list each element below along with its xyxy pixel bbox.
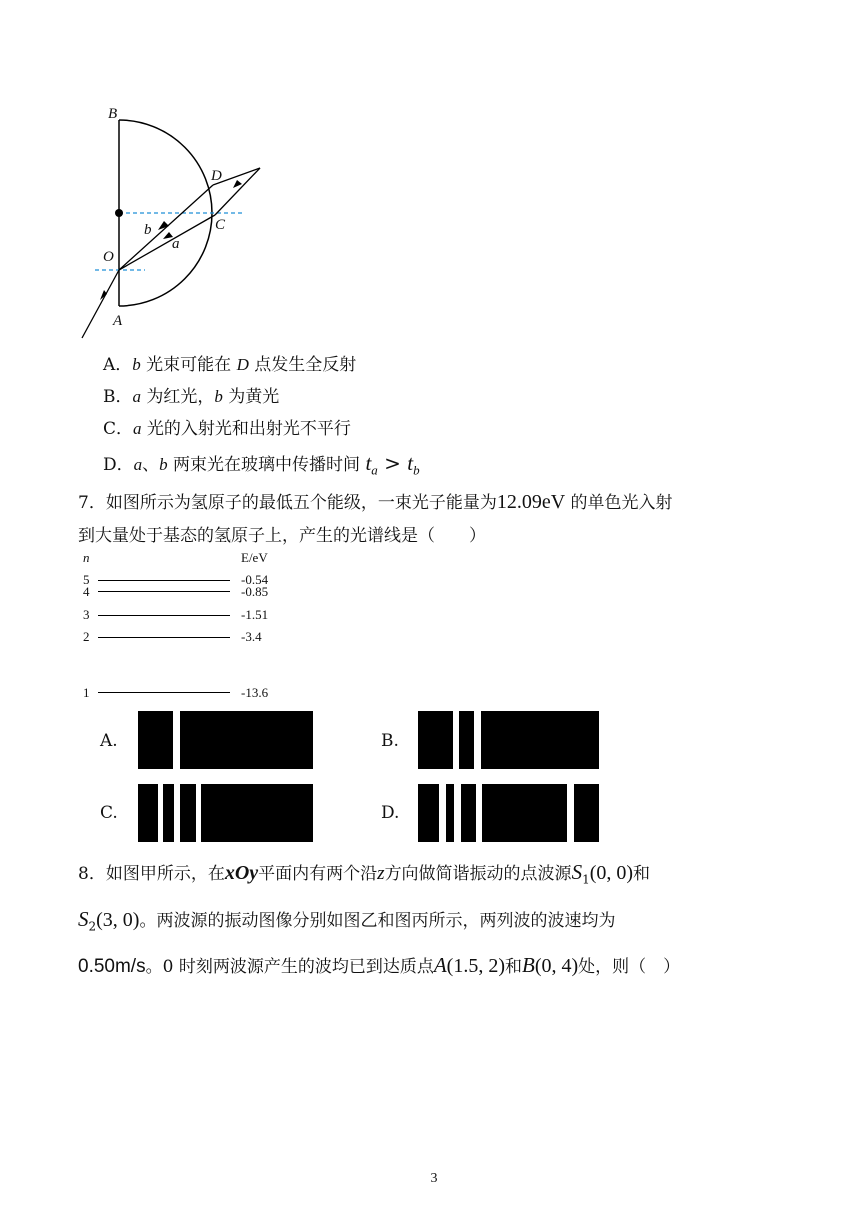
math-coord: (1.5, 2) bbox=[446, 955, 505, 977]
q8-line2 bbox=[78, 906, 615, 933]
question-text: 和 bbox=[504, 957, 522, 977]
question-text: 和 bbox=[633, 864, 651, 884]
var-a: a bbox=[132, 387, 141, 406]
n-header: n bbox=[83, 550, 90, 565]
math-point: B bbox=[521, 953, 535, 977]
q8-line1 bbox=[78, 859, 650, 886]
label-d-point: D bbox=[211, 168, 222, 184]
option-text: 光束可能在 bbox=[140, 355, 237, 375]
e-header: E/eV bbox=[241, 550, 268, 565]
level-n: 2 bbox=[83, 629, 90, 644]
spectral-band bbox=[418, 711, 453, 769]
question-text: 如图甲所示，在 bbox=[105, 864, 225, 884]
q6-option-a bbox=[103, 350, 356, 375]
q6-option-d bbox=[103, 450, 420, 478]
spectral-band bbox=[180, 784, 196, 842]
label-b-point: B bbox=[108, 106, 118, 122]
exit-arrow bbox=[233, 180, 242, 188]
spectrum-a-label: A. bbox=[100, 731, 118, 751]
math-plane: xOy bbox=[224, 862, 259, 884]
spectrum-c bbox=[138, 784, 313, 842]
level-energy: -3.4 bbox=[241, 629, 262, 644]
q8-line3 bbox=[78, 952, 680, 978]
spectrum-d bbox=[418, 784, 599, 842]
level-line bbox=[98, 615, 230, 616]
spectrum-d-label: D. bbox=[381, 803, 400, 823]
q6-option-c bbox=[103, 414, 351, 439]
option-letter: D． bbox=[103, 455, 134, 475]
q7-line2: 到大量处于基态的氢原子上，产生的光谱线是（ ） bbox=[78, 526, 486, 546]
spectral-band bbox=[461, 784, 476, 842]
spectral-band bbox=[163, 784, 174, 842]
level-energy: -0.85 bbox=[241, 584, 269, 599]
level-energy: -1.51 bbox=[241, 607, 269, 622]
option-letter: C． bbox=[103, 419, 134, 439]
spectral-band bbox=[418, 784, 439, 842]
math-sub: a bbox=[371, 462, 378, 478]
page-number: 3 bbox=[430, 1171, 438, 1186]
label-a-point: A bbox=[113, 313, 123, 329]
ray-b-arrow bbox=[158, 221, 169, 230]
level-line bbox=[98, 637, 230, 638]
center-dot bbox=[115, 209, 123, 217]
spectral-band bbox=[180, 711, 313, 769]
level-line bbox=[98, 692, 230, 693]
q7-line1 bbox=[78, 488, 673, 514]
level-line bbox=[98, 591, 230, 592]
var-d: D bbox=[236, 355, 249, 374]
question-text: 平面内有两个沿 bbox=[258, 864, 378, 884]
level-n: 4 bbox=[83, 584, 90, 599]
spectral-band bbox=[138, 711, 173, 769]
question-text: 。0 时刻两波源产生的波均已到达质点 bbox=[145, 957, 434, 977]
energy-level-diagram bbox=[78, 550, 308, 710]
label-o-point: O bbox=[103, 249, 114, 265]
option-text: 为黄光 bbox=[222, 387, 280, 407]
math-source: S bbox=[78, 907, 89, 931]
glass-figure bbox=[70, 100, 270, 350]
level-energy: -0.54 bbox=[241, 572, 269, 587]
math-op: > bbox=[377, 451, 408, 475]
level-n: 1 bbox=[83, 685, 90, 700]
ray-b bbox=[119, 185, 213, 270]
math-coord: (0, 0) bbox=[589, 862, 634, 884]
label-a-ray: a bbox=[172, 236, 180, 252]
var-a: a bbox=[133, 455, 143, 474]
question-number: 7． bbox=[78, 493, 106, 513]
question-text: 处，则（ ） bbox=[578, 957, 681, 977]
option-text: 两束光在玻璃中传播时间 bbox=[167, 455, 366, 475]
question-text: 。两波源的振动图像分别如图乙和图丙所示，两列波的波速均为 bbox=[139, 911, 616, 931]
level-n: 5 bbox=[83, 572, 90, 587]
level-line bbox=[98, 580, 230, 581]
option-text: 点发生全反射 bbox=[248, 355, 357, 375]
math-coord: (0, 4) bbox=[534, 955, 579, 977]
option-letter: B． bbox=[103, 387, 133, 407]
wave-speed: 0.50m/s bbox=[78, 956, 146, 977]
option-text: 、 bbox=[142, 455, 160, 475]
spectral-band bbox=[574, 784, 599, 842]
question-number: 8． bbox=[78, 864, 106, 884]
math-sub: 2 bbox=[88, 919, 97, 934]
var-b: b bbox=[132, 355, 141, 374]
math-t: t bbox=[407, 451, 414, 475]
option-text: 为红光， bbox=[141, 387, 215, 407]
math-coord: (3, 0) bbox=[96, 909, 140, 931]
spectral-band bbox=[459, 711, 474, 769]
spectrum-b-label: B. bbox=[381, 731, 399, 751]
spectral-band bbox=[446, 784, 454, 842]
question-text: 如图所示为氢原子的最低五个能级，一束光子能量为 bbox=[105, 493, 497, 513]
var-a: a bbox=[133, 419, 142, 438]
spectral-band bbox=[481, 711, 599, 769]
math-sub: 1 bbox=[582, 872, 590, 887]
spectral-band bbox=[482, 784, 567, 842]
spectrum-b bbox=[418, 711, 599, 769]
math-point: A bbox=[433, 953, 447, 977]
label-b-ray: b bbox=[144, 222, 152, 238]
level-n: 3 bbox=[83, 607, 90, 622]
level-energy: -13.6 bbox=[241, 685, 269, 700]
math-t: t bbox=[365, 451, 372, 475]
spectral-band bbox=[138, 784, 158, 842]
label-c-point: C bbox=[215, 217, 226, 233]
option-letter: A． bbox=[103, 355, 133, 375]
photon-energy: 12.09eV bbox=[496, 491, 566, 513]
spectrum-a bbox=[138, 711, 313, 769]
math-z: z bbox=[377, 863, 385, 884]
math-sub: b bbox=[413, 462, 420, 478]
math-source: S bbox=[571, 860, 583, 884]
var-b: b bbox=[214, 387, 223, 406]
option-text: 光的入射光和出射光不平行 bbox=[141, 419, 351, 439]
question-text: 方向做简谐振动的点波源 bbox=[384, 864, 572, 884]
spectrum-c-label: C. bbox=[100, 803, 118, 823]
glass-figure-svg bbox=[70, 100, 270, 350]
ray-a bbox=[119, 215, 215, 270]
spectral-band bbox=[201, 784, 313, 842]
q6-option-b bbox=[103, 382, 279, 407]
question-text: 的单色光入射 bbox=[565, 493, 673, 513]
var-b: b bbox=[159, 455, 168, 474]
